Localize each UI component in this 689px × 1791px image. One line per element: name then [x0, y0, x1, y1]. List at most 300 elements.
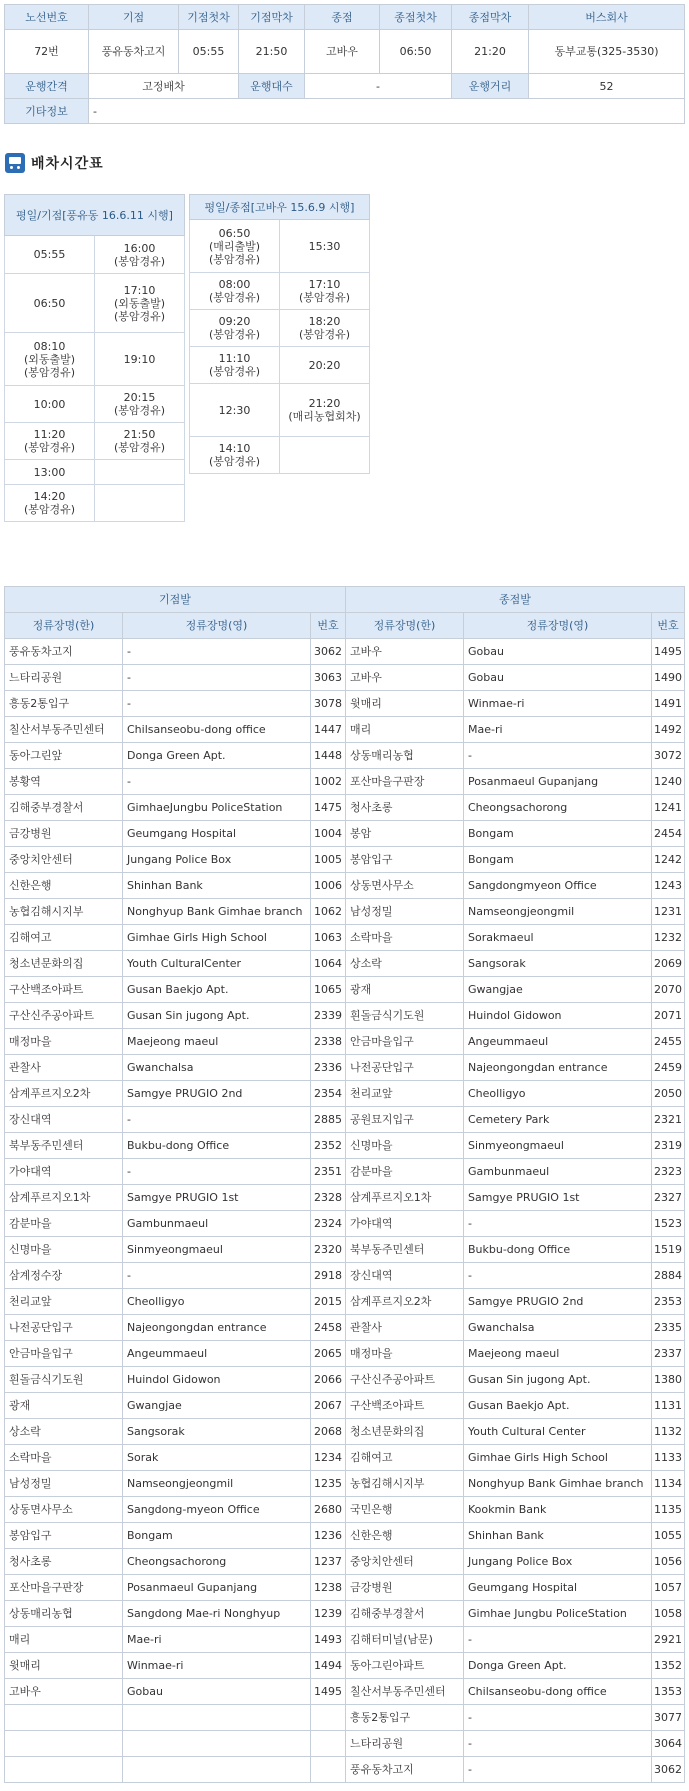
stop-number: 3078 [311, 691, 346, 717]
stop-name-en: Gusan Sin jugong Apt. [123, 1003, 311, 1029]
stop-name-kr: 삼계푸르지오1차 [346, 1185, 464, 1211]
stop-row [5, 1081, 685, 1107]
stop-number: 1232 [652, 925, 685, 951]
stop-row [5, 977, 685, 1003]
stop-name-kr: 천리교앞 [5, 1289, 123, 1315]
stop-row [5, 1731, 685, 1757]
stop-number: 2067 [311, 1393, 346, 1419]
stop-name-en: Youth Cultural Center [464, 1419, 652, 1445]
stop-number: 2015 [311, 1289, 346, 1315]
stop-number: 1236 [311, 1523, 346, 1549]
stop-name-kr: 동아그린앞 [5, 743, 123, 769]
stop-number: 1492 [652, 717, 685, 743]
stop-name-kr: 윗매리 [5, 1653, 123, 1679]
stop-number: 1004 [311, 821, 346, 847]
stop-number: 1235 [311, 1471, 346, 1497]
stop-row [5, 1497, 685, 1523]
stop-name-kr: 국민은행 [346, 1497, 464, 1523]
stop-name-en: Donga Green Apt. [123, 743, 311, 769]
stop-number: 2323 [652, 1159, 685, 1185]
info-value-cell: 06:50 [380, 30, 452, 74]
schedule-time: 12:30 [190, 384, 280, 437]
stop-name-en: Youth CulturalCenter [123, 951, 311, 977]
schedule-time: 15:30 [280, 220, 370, 273]
stop-row [5, 1419, 685, 1445]
stop-number: 1352 [652, 1653, 685, 1679]
stop-name-en: Namseongjeongmil [123, 1471, 311, 1497]
stop-number: 2328 [311, 1185, 346, 1211]
stop-row [5, 899, 685, 925]
stop-name-en: Cheongsachorong [464, 795, 652, 821]
stop-name-kr: 감분마을 [5, 1211, 123, 1237]
stop-name-kr: 삼계푸르지오2차 [5, 1081, 123, 1107]
stop-name-kr: 금강병원 [5, 821, 123, 847]
stop-name-en: - [123, 769, 311, 795]
stop-name-en: Sangdongmyeon Office [464, 873, 652, 899]
stop-name-kr: 매리 [346, 717, 464, 743]
schedule-time: 14:10 (봉암경유) [190, 437, 280, 474]
stop-name-kr: 신명마을 [346, 1133, 464, 1159]
stop-name-kr: 흰돌금식기도원 [346, 1003, 464, 1029]
schedule-time [280, 437, 370, 474]
stop-row [5, 665, 685, 691]
stop-number: 2319 [652, 1133, 685, 1159]
stop-name-kr: 김해중부경찰서 [5, 795, 123, 821]
stop-name-en: Mae-ri [123, 1627, 311, 1653]
stop-name-kr: 장신대역 [5, 1107, 123, 1133]
section-title-text: 배차시간표 [31, 156, 104, 172]
stop-row [5, 1055, 685, 1081]
stop-number: 2885 [311, 1107, 346, 1133]
stop-number: 1239 [311, 1601, 346, 1627]
stop-number: 2351 [311, 1159, 346, 1185]
stop-number: 1493 [311, 1627, 346, 1653]
stop-name-en: Samgye PRUGIO 2nd [123, 1081, 311, 1107]
stop-row [5, 1367, 685, 1393]
col-kr-origin: 정류장명(한) [5, 613, 123, 639]
stop-name-kr: 구산신주공아파트 [5, 1003, 123, 1029]
stop-number: 1062 [311, 899, 346, 925]
stop-number: 3077 [652, 1705, 685, 1731]
stop-name-en: Jungang Police Box [464, 1549, 652, 1575]
schedule-time: 21:50 (봉암경유) [95, 423, 185, 460]
stop-number: 1135 [652, 1497, 685, 1523]
stop-name-en: Donga Green Apt. [464, 1653, 652, 1679]
stop-number: 2050 [652, 1081, 685, 1107]
stop-number: 1523 [652, 1211, 685, 1237]
schedule-row [5, 460, 185, 485]
stop-name-kr: 김해중부경찰서 [346, 1601, 464, 1627]
stop-number: 2352 [311, 1133, 346, 1159]
stop-name-en [123, 1757, 311, 1783]
schedule-row [5, 423, 185, 460]
schedule-time: 13:00 [5, 460, 95, 485]
stop-name-en: Chilsanseobu-dong office [464, 1679, 652, 1705]
stop-name-kr: 가야대역 [5, 1159, 123, 1185]
stop-name-en: Sinmyeongmaeul [464, 1133, 652, 1159]
stop-row [5, 1575, 685, 1601]
stop-number: 1131 [652, 1393, 685, 1419]
stop-number: 1065 [311, 977, 346, 1003]
schedule-time: 14:20 (봉암경유) [5, 485, 95, 522]
stop-number: 3064 [652, 1731, 685, 1757]
stop-number: 2069 [652, 951, 685, 977]
stop-name-kr: 삼계푸르지오2차 [346, 1289, 464, 1315]
stop-number: 2065 [311, 1341, 346, 1367]
stop-name-kr: 포산마을구판장 [346, 769, 464, 795]
stop-name-en: Maejeong maeul [464, 1341, 652, 1367]
stop-name-kr: 고바우 [5, 1679, 123, 1705]
stop-name-kr: 상동매리농협 [346, 743, 464, 769]
stop-number: 2071 [652, 1003, 685, 1029]
stop-number: 2354 [311, 1081, 346, 1107]
stop-row [5, 1445, 685, 1471]
stop-name-en: Gwangjae [123, 1393, 311, 1419]
stop-name-kr: 흰돌금식기도원 [5, 1367, 123, 1393]
stop-name-en: Posanmaeul Gupanjang [123, 1575, 311, 1601]
stop-name-en: Gwanchalsa [123, 1055, 311, 1081]
stop-name-kr: 칠산서부동주민센터 [346, 1679, 464, 1705]
info-value-cell: 고바우 [305, 30, 380, 74]
stop-row [5, 1341, 685, 1367]
stop-name-en: Gambunmaeul [464, 1159, 652, 1185]
stop-name-en: Bukbu-dong Office [123, 1133, 311, 1159]
col-en-origin: 정류장명(영) [123, 613, 311, 639]
distance-value: 52 [529, 74, 685, 99]
stop-name-kr: 삼계푸르지오1차 [5, 1185, 123, 1211]
stop-name-kr: 풍유동차고지 [346, 1757, 464, 1783]
stop-name-kr: 중앙치안센터 [346, 1549, 464, 1575]
stop-name-kr: 구산백조아파트 [5, 977, 123, 1003]
info-header-cell: 종점첫차 [380, 5, 452, 30]
stop-name-kr: 신한은행 [5, 873, 123, 899]
info-value-cell: 21:20 [452, 30, 529, 74]
stop-number: 1241 [652, 795, 685, 821]
stop-row [5, 1523, 685, 1549]
schedule-row [190, 347, 370, 384]
schedule-time: 20:15 (봉암경유) [95, 386, 185, 423]
stop-name-en: Winmae-ri [464, 691, 652, 717]
stop-name-en: Sangsorak [123, 1419, 311, 1445]
stop-row [5, 795, 685, 821]
stop-name-kr: 김해터미널(남문) [346, 1627, 464, 1653]
stop-name-kr: 소락마을 [5, 1445, 123, 1471]
stop-name-kr: 광재 [5, 1393, 123, 1419]
stop-number: 2454 [652, 821, 685, 847]
schedule-time: 06:50 [5, 274, 95, 333]
info-header-cell: 기점첫차 [179, 5, 239, 30]
stop-number: 1243 [652, 873, 685, 899]
stop-number: 1242 [652, 847, 685, 873]
bus-count-label: 운행대수 [239, 74, 305, 99]
info-value-cell: 72번 [5, 30, 89, 74]
info-header-cell: 종점막차 [452, 5, 529, 30]
stop-name-en: - [464, 1705, 652, 1731]
stop-name-en: Sangsorak [464, 951, 652, 977]
stop-number [311, 1757, 346, 1783]
stop-row [5, 1627, 685, 1653]
stop-name-en: Cheongsachorong [123, 1549, 311, 1575]
stop-name-kr: 흥동2통입구 [346, 1705, 464, 1731]
stop-name-en: Gobau [464, 639, 652, 665]
stop-name-en: Gwanchalsa [464, 1315, 652, 1341]
stop-name-en: Posanmaeul Gupanjang [464, 769, 652, 795]
schedule-time: 06:50 (매리출발) (봉암경유) [190, 220, 280, 273]
stop-number: 2066 [311, 1367, 346, 1393]
stop-number: 1447 [311, 717, 346, 743]
stop-name-en: Bongam [123, 1523, 311, 1549]
schedule-time: 17:10 (외동출발) (봉암경유) [95, 274, 185, 333]
stop-name-en: - [123, 639, 311, 665]
stop-number: 1231 [652, 899, 685, 925]
stop-number: 2680 [311, 1497, 346, 1523]
stop-name-kr: 김해여고 [346, 1445, 464, 1471]
stop-number: 1234 [311, 1445, 346, 1471]
stop-name-kr: 나전공단입구 [5, 1315, 123, 1341]
stop-row [5, 1653, 685, 1679]
stop-name-en: - [123, 1263, 311, 1289]
stop-name-en: Namseongjeongmil [464, 899, 652, 925]
stop-name-en: Cemetery Park [464, 1107, 652, 1133]
stop-number: 1064 [311, 951, 346, 977]
stop-number: 2921 [652, 1627, 685, 1653]
stop-name-kr: 금강병원 [346, 1575, 464, 1601]
info-header-cell: 버스회사 [529, 5, 685, 30]
interval-label: 운행간격 [5, 74, 89, 99]
stop-row [5, 639, 685, 665]
schedule-row [190, 220, 370, 273]
stop-name-en [123, 1731, 311, 1757]
stop-name-kr: 삼계정수장 [5, 1263, 123, 1289]
schedule-time: 21:20 (매리농협회차) [280, 384, 370, 437]
stop-name-kr: 안금마을입구 [5, 1341, 123, 1367]
stop-name-kr: 중앙치안센터 [5, 847, 123, 873]
stop-name-kr: 감분마을 [346, 1159, 464, 1185]
stop-name-en: Angeummaeul [123, 1341, 311, 1367]
stop-name-en: Chilsanseobu-dong office [123, 717, 311, 743]
stop-name-kr: 동아그린아파트 [346, 1653, 464, 1679]
stop-row [5, 1185, 685, 1211]
stop-name-kr: 매정마을 [346, 1341, 464, 1367]
stop-name-kr: 상동매리농협 [5, 1601, 123, 1627]
stop-name-kr: 봉황역 [5, 769, 123, 795]
stop-row [5, 1263, 685, 1289]
stop-name-kr: 매정마을 [5, 1029, 123, 1055]
stop-number: 1380 [652, 1367, 685, 1393]
stop-number: 2070 [652, 977, 685, 1003]
stop-name-kr: 청사초롱 [5, 1549, 123, 1575]
stop-name-en: Gusan Baekjo Apt. [123, 977, 311, 1003]
stop-name-kr: 상동면사무소 [346, 873, 464, 899]
schedule-time: 20:20 [280, 347, 370, 384]
stop-name-en [123, 1705, 311, 1731]
stop-number [311, 1731, 346, 1757]
stop-name-kr: 신한은행 [346, 1523, 464, 1549]
origin-header: 기점발 [5, 587, 346, 613]
stop-name-en: Gimhae Girls High School [464, 1445, 652, 1471]
stop-row [5, 1757, 685, 1783]
bus-count-value: - [305, 74, 452, 99]
stop-number: 1237 [311, 1549, 346, 1575]
info-value-cell: 동부교통(325-3530) [529, 30, 685, 74]
schedule-row [5, 386, 185, 423]
stop-number: 1519 [652, 1237, 685, 1263]
schedule-time: 11:10 (봉암경유) [190, 347, 280, 384]
stop-number [311, 1705, 346, 1731]
section-title [5, 152, 104, 174]
info-value-cell: 풍유동차고지 [89, 30, 179, 74]
schedule-row [190, 384, 370, 437]
stop-name-kr: 관찰사 [5, 1055, 123, 1081]
stop-number: 1238 [311, 1575, 346, 1601]
stop-name-kr: 북부동주민센터 [5, 1133, 123, 1159]
stop-name-kr: 가야대역 [346, 1211, 464, 1237]
stop-number: 2336 [311, 1055, 346, 1081]
col-en-terminal: 정류장명(영) [464, 613, 652, 639]
stop-number: 1495 [652, 639, 685, 665]
stop-name-en: Geumgang Hospital [123, 821, 311, 847]
stop-name-en: Kookmin Bank [464, 1497, 652, 1523]
stop-name-kr: 구산백조아파트 [346, 1393, 464, 1419]
stop-row [5, 1211, 685, 1237]
stop-number: 1063 [311, 925, 346, 951]
stop-name-en: Gobau [464, 665, 652, 691]
stop-name-kr: 풍유동차고지 [5, 639, 123, 665]
route-info-table [4, 4, 685, 124]
bus-icon [5, 153, 25, 173]
schedule-time: 19:10 [95, 333, 185, 386]
col-no-terminal: 번호 [652, 613, 685, 639]
stop-name-en: Samgye PRUGIO 2nd [464, 1289, 652, 1315]
terminal-header: 종점발 [346, 587, 685, 613]
info-value-cell: 21:50 [239, 30, 305, 74]
stop-row [5, 1237, 685, 1263]
stop-name-en: Najeongongdan entrance [123, 1315, 311, 1341]
stop-name-en: Bukbu-dong Office [464, 1237, 652, 1263]
stop-name-kr: 북부동주민센터 [346, 1237, 464, 1263]
stop-name-kr: 윗매리 [346, 691, 464, 717]
stop-number: 1058 [652, 1601, 685, 1627]
schedule-time: 08:00 (봉암경유) [190, 273, 280, 310]
info-header-cell: 종점 [305, 5, 380, 30]
stop-row [5, 1601, 685, 1627]
stop-number: 3063 [311, 665, 346, 691]
stop-name-en: - [464, 743, 652, 769]
stop-row [5, 743, 685, 769]
stop-number: 1002 [311, 769, 346, 795]
stop-number: 1056 [652, 1549, 685, 1575]
schedule-time: 16:00 (봉암경유) [95, 236, 185, 274]
stop-number: 1055 [652, 1523, 685, 1549]
stop-name-en: - [464, 1263, 652, 1289]
stop-number: 2338 [311, 1029, 346, 1055]
schedule-row [5, 274, 185, 333]
schedule-time: 18:20 (봉암경유) [280, 310, 370, 347]
stop-name-en: Geumgang Hospital [464, 1575, 652, 1601]
stop-number: 2321 [652, 1107, 685, 1133]
stop-number: 1057 [652, 1575, 685, 1601]
stop-name-kr: 공원묘지입구 [346, 1107, 464, 1133]
stop-name-kr [5, 1705, 123, 1731]
schedule-time: 10:00 [5, 386, 95, 423]
schedule-terminal-header: 평일/종점[고바우 15.6.9 시행] [190, 195, 370, 220]
stop-number: 1006 [311, 873, 346, 899]
stop-number: 2884 [652, 1263, 685, 1289]
col-kr-terminal: 정류장명(한) [346, 613, 464, 639]
stop-row [5, 925, 685, 951]
stop-name-en: - [123, 1107, 311, 1133]
stop-name-en: GimhaeJungbu PoliceStation [123, 795, 311, 821]
schedule-row [190, 310, 370, 347]
stop-number: 1240 [652, 769, 685, 795]
stop-row [5, 1315, 685, 1341]
stop-name-kr: 안금마을입구 [346, 1029, 464, 1055]
stop-name-en: Sorak [123, 1445, 311, 1471]
schedule-time: 11:20 (봉암경유) [5, 423, 95, 460]
stop-name-kr: 나전공단입구 [346, 1055, 464, 1081]
stop-name-en: Najeongongdan entrance [464, 1055, 652, 1081]
stop-number: 2068 [311, 1419, 346, 1445]
schedule-time: 08:10 (외동출발) (봉암경유) [5, 333, 95, 386]
schedule-row [5, 333, 185, 386]
stop-name-en: Cheolligyo [123, 1289, 311, 1315]
stop-name-kr: 광재 [346, 977, 464, 1003]
stop-number: 1134 [652, 1471, 685, 1497]
stop-number: 2459 [652, 1055, 685, 1081]
stop-name-en: Shinhan Bank [464, 1523, 652, 1549]
stop-name-kr: 소락마을 [346, 925, 464, 951]
stop-number: 1491 [652, 691, 685, 717]
schedule-time: 17:10 (봉암경유) [280, 273, 370, 310]
stop-number: 3062 [311, 639, 346, 665]
stop-number: 2320 [311, 1237, 346, 1263]
stop-name-en: Gimhae Girls High School [123, 925, 311, 951]
stop-row [5, 1471, 685, 1497]
stop-name-kr: 봉암입구 [346, 847, 464, 873]
stop-name-kr: 느타리공원 [346, 1731, 464, 1757]
schedule-origin-header: 평일/기점[풍유동 16.6.11 시행] [5, 195, 185, 236]
schedule-time: 09:20 (봉암경유) [190, 310, 280, 347]
stop-name-en: Sangdong Mae-ri Nonghyup [123, 1601, 311, 1627]
stop-name-en: Shinhan Bank [123, 873, 311, 899]
stop-name-kr: 농협김해시지부 [5, 899, 123, 925]
stop-name-en: - [123, 691, 311, 717]
schedule-time: 05:55 [5, 236, 95, 274]
stop-number: 1448 [311, 743, 346, 769]
schedule-time [95, 485, 185, 522]
stop-number: 1005 [311, 847, 346, 873]
stops-table [4, 586, 685, 1783]
stop-name-en: Mae-ri [464, 717, 652, 743]
info-header-cell: 기점막차 [239, 5, 305, 30]
etc-value: - [89, 99, 685, 124]
stop-name-en: Bongam [464, 847, 652, 873]
stop-name-kr: 천리교앞 [346, 1081, 464, 1107]
stop-name-en: Sangdong-myeon Office [123, 1497, 311, 1523]
stop-name-en: - [464, 1757, 652, 1783]
stop-row [5, 1289, 685, 1315]
stop-row [5, 1107, 685, 1133]
info-header-cell: 노선번호 [5, 5, 89, 30]
schedule-row [5, 236, 185, 274]
schedule-row [190, 273, 370, 310]
stop-name-en: Samgye PRUGIO 1st [464, 1185, 652, 1211]
stop-name-kr: 상소락 [5, 1419, 123, 1445]
stop-row [5, 1549, 685, 1575]
stop-name-kr: 느타리공원 [5, 665, 123, 691]
stop-row [5, 873, 685, 899]
stop-row [5, 1679, 685, 1705]
